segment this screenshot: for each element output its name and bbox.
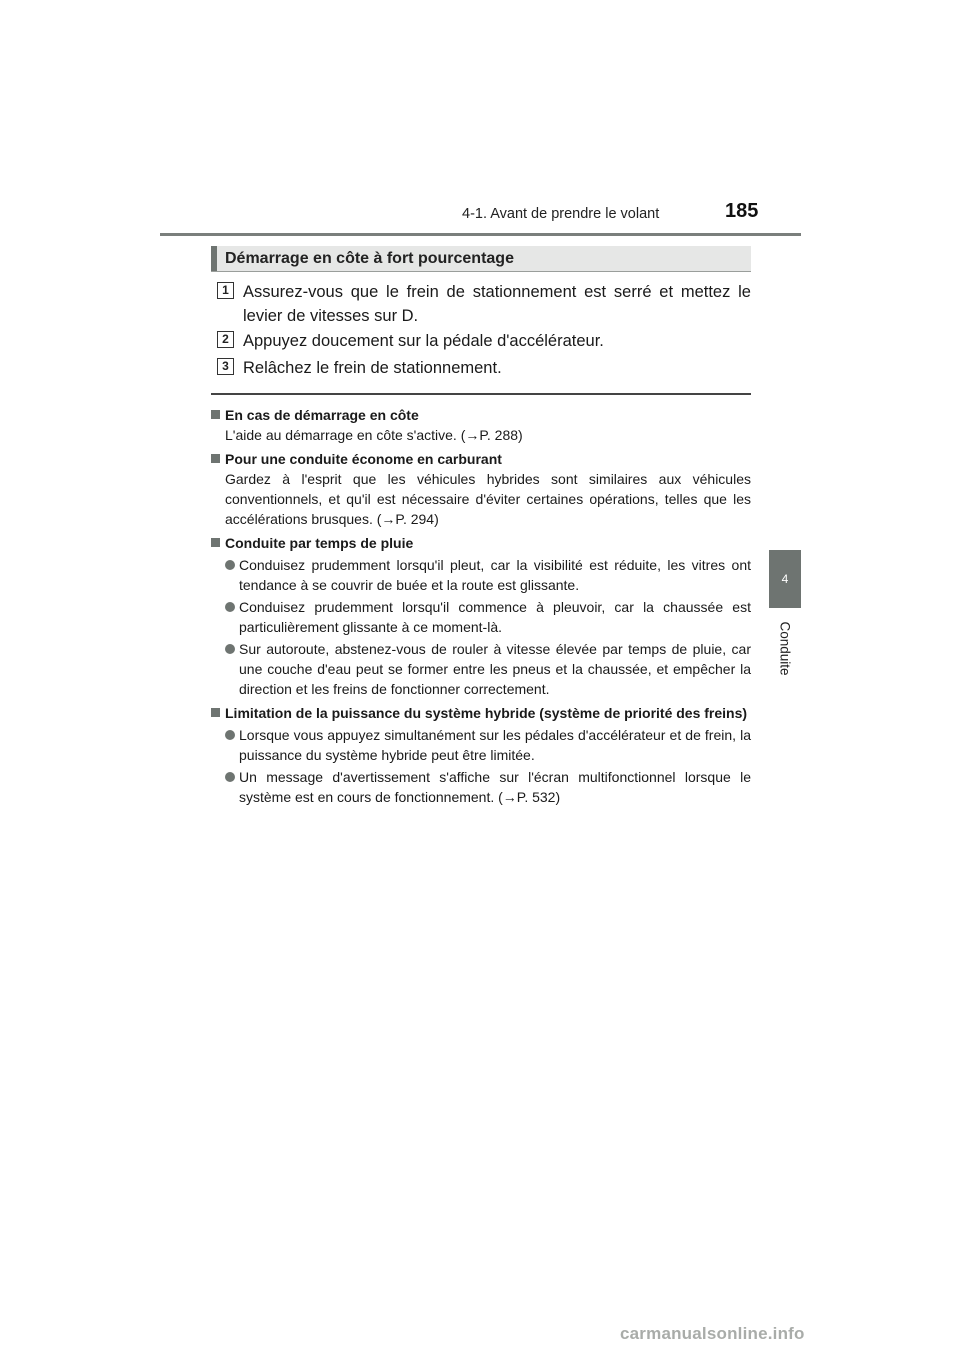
round-bullet-icon: [225, 772, 235, 782]
step-text: Assurez-vous que le frein de stationnement est serré et mettez le levier de vitesses sur D.: [243, 283, 751, 325]
note-body: Gardez à l'esprit que les véhicules hybrides sont similaires aux véhicules conventionnels, et qu'il est nécessaire d'éviter certaines opérations, telles que les accélérations brusques. (→P. 294): [225, 471, 751, 527]
round-bullet-icon: [225, 644, 235, 654]
square-bullet-icon: [211, 538, 220, 547]
running-header-section: 4-1. Avant de prendre le volant: [462, 206, 660, 222]
note-bullet: Sur autoroute, abstenez-vous de rouler à vitesse élevée par temps de pluie, car une couche d'eau peut se former entre les pneus et la chaussée, et empêcher la direction et les freins de fonctionner correctement.: [225, 639, 751, 699]
step-text: Appuyez doucement sur la pédale d'accélérateur.: [243, 332, 604, 350]
note-title: Limitation de la puissance du système hybride (système de priorité des freins): [211, 703, 751, 723]
step-3: [217, 356, 751, 380]
chapter-label-text: Conduite: [777, 620, 793, 676]
step-text: Relâchez le frein de stationnement.: [243, 359, 502, 377]
page-number: 185: [725, 200, 759, 222]
section-title: Démarrage en côte à fort pourcentage: [225, 250, 514, 267]
note-title: En cas de démarrage en côte: [211, 405, 751, 425]
watermark: carmanualsonline.info: [620, 1324, 805, 1343]
note-bullet: Un message d'avertissement s'affiche sur l'écran multifonctionnel lorsque le système est en cours de fonctionnement. (→P. 532): [225, 767, 751, 807]
step-number: 1: [217, 282, 234, 299]
chapter-number: 4: [781, 572, 789, 586]
section-divider: [211, 393, 751, 395]
step-number: 3: [217, 358, 234, 375]
step-2: [217, 329, 751, 353]
note-bullet: Conduisez prudemment lorsqu'il pleut, car la visibilité est réduite, les vitres ont tendance à se couvrir de buée et la route est glissante.: [225, 555, 751, 595]
header-rule: [160, 233, 801, 236]
section-heading-bar: [211, 246, 217, 271]
chapter-label: [768, 618, 802, 678]
round-bullet-icon: [225, 730, 235, 740]
square-bullet-icon: [211, 454, 220, 463]
note-bullet: Lorsque vous appuyez simultanément sur les pédales d'accélérateur et de frein, la puissance du système hybride peut être limitée.: [225, 725, 751, 765]
round-bullet-icon: [225, 602, 235, 612]
step-1: [217, 280, 751, 328]
note-bullet: Conduisez prudemment lorsqu'il commence à pleuvoir, car la chaussée est particulièrement glissante à ce moment-là.: [225, 597, 751, 637]
notes-block: [211, 401, 751, 809]
section-heading: [211, 246, 751, 272]
note-title: Conduite par temps de pluie: [211, 533, 751, 553]
step-number: 2: [217, 331, 234, 348]
note-body: L'aide au démarrage en côte s'active. (→P. 288): [225, 427, 523, 443]
chapter-tab: [769, 550, 801, 608]
square-bullet-icon: [211, 410, 220, 419]
note-title: Pour une conduite économe en carburant: [211, 449, 751, 469]
round-bullet-icon: [225, 560, 235, 570]
square-bullet-icon: [211, 708, 220, 717]
